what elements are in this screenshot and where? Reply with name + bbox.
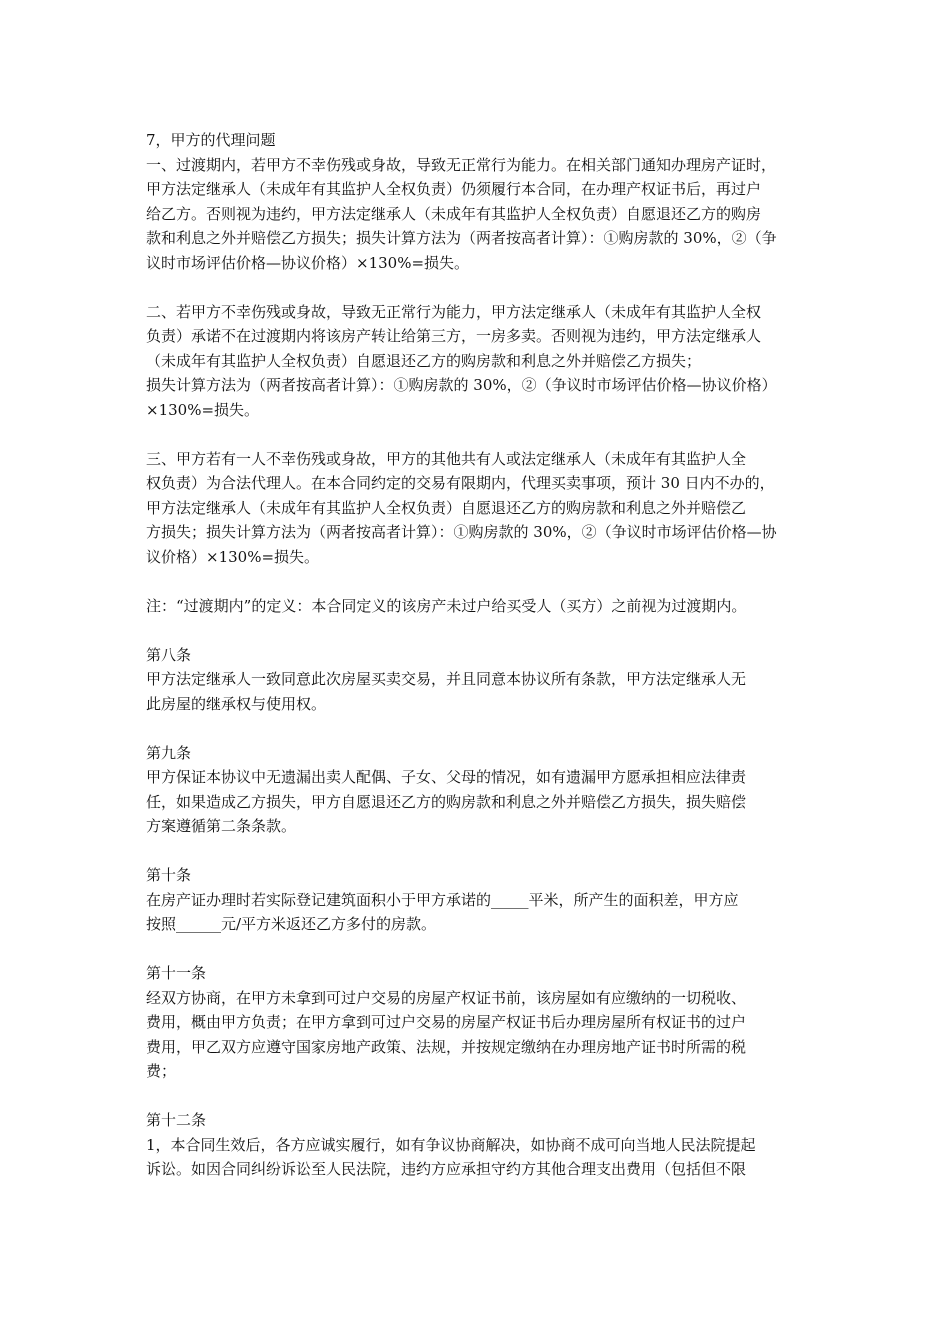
article10-heading: 第十条 xyxy=(146,866,192,884)
section7-heading: 7，甲方的代理问题 xyxy=(146,131,276,149)
article8-heading: 第八条 xyxy=(146,645,192,664)
section7-item3: 三、甲方若有一人不幸伤残或身故，甲方的其他共有人或法定继承人（未成年有其监护人全 权负责）为合法代理人。在本合同约定的交易有限期内，代理买卖事项，预计 30 日内不办的， 甲方法定继承人（未成年有其监护人全权负责）自愿退还乙方的购房款和利息之外并赔偿乙 方损失；损失计算方法为（两者按高者计算）：①购房款的 30%，②（争议时市场评估价格—协 议价格）×130%=损失。 xyxy=(146,449,777,566)
section7-item2: 二、若甲方不幸伤残或身故，导致无正常行为能力，甲方法定继承人（未成年有其监护人全权 负责）承诺不在过渡期内将该房产转让给第三方，一房多卖。否则视为违约，甲方法定继承人 （未成年有其监护人全权负责）自愿退还乙方的购房款和利息之外并赔偿乙方损失； 损失计算方法为（两者按高者计算）：①购房款的 30%，②（争议时市场评估价格—协议价格） ×130%=损失。 xyxy=(146,302,777,419)
document-page xyxy=(146,128,812,1182)
article8-body: 甲方法定继承人一致同意此次房屋买卖交易，并且同意本协议所有条款，甲方法定继承人无 此房屋的继承权与使用权。 xyxy=(146,670,747,713)
article9-body: 甲方保证本协议中无遗漏出卖人配偶、子女、父母的情况，如有遗漏甲方愿承担相应法律责 任，如果造成乙方损失，甲方自愿退还乙方的购房款和利息之外并赔偿乙方损失，损失赔偿 方案遵循第二条条款。 xyxy=(146,768,747,835)
article9-heading: 第九条 xyxy=(146,743,192,762)
section7-item1: 一、过渡期内，若甲方不幸伤残或身故，导致无正常行为能力。在相关部门通知办理房产证时， 甲方法定继承人（未成年有其监护人全权负责）仍须履行本合同，在办理产权证书后，再过户 给乙方。否则视为违约，甲方法定继承人（未成年有其监护人全权负责）自愿退还乙方的购房 款和利息之外并赔偿乙方损失；损失计算方法为（两者按高者计算）：①购房款的 30%，②（争 议时市场评估价格—协议价格）×130%=损失。 xyxy=(146,155,777,272)
section7-note: 注：“过渡期内”的定义：本合同定义的该房产未过户给买受人（买方）之前视为过渡期内。 xyxy=(146,596,747,615)
article10-body: 在房产证办理时若实际登记建筑面积小于甲方承诺的_____平米，所产生的面积差，甲方应 按照______元/平方米返还乙方多付的房款。 xyxy=(146,890,739,933)
article11-body: 经双方协商，在甲方未拿到可过户交易的房屋产权证书前，该房屋如有应缴纳的一切税收、 费用，概由甲方负责；在甲方拿到可过户交易的房屋产权证书后办理房屋所有权证书的过户 费用，甲乙双方应遵守国家房地产政策、法规，并按规定缴纳在办理房地产证书时所需的税 费； xyxy=(146,988,747,1080)
article11-heading: 第十一条 xyxy=(146,964,207,982)
article12-body: 1，本合同生效后，各方应诚实履行，如有争议协商解决，如协商不成可向当地人民法院提起 诉讼。如因合同纠纷诉讼至人民法院，违约方应承担守约方其他合理支出费用（包括但不限 xyxy=(146,1135,756,1178)
article12-heading: 第十二条 xyxy=(146,1111,207,1129)
